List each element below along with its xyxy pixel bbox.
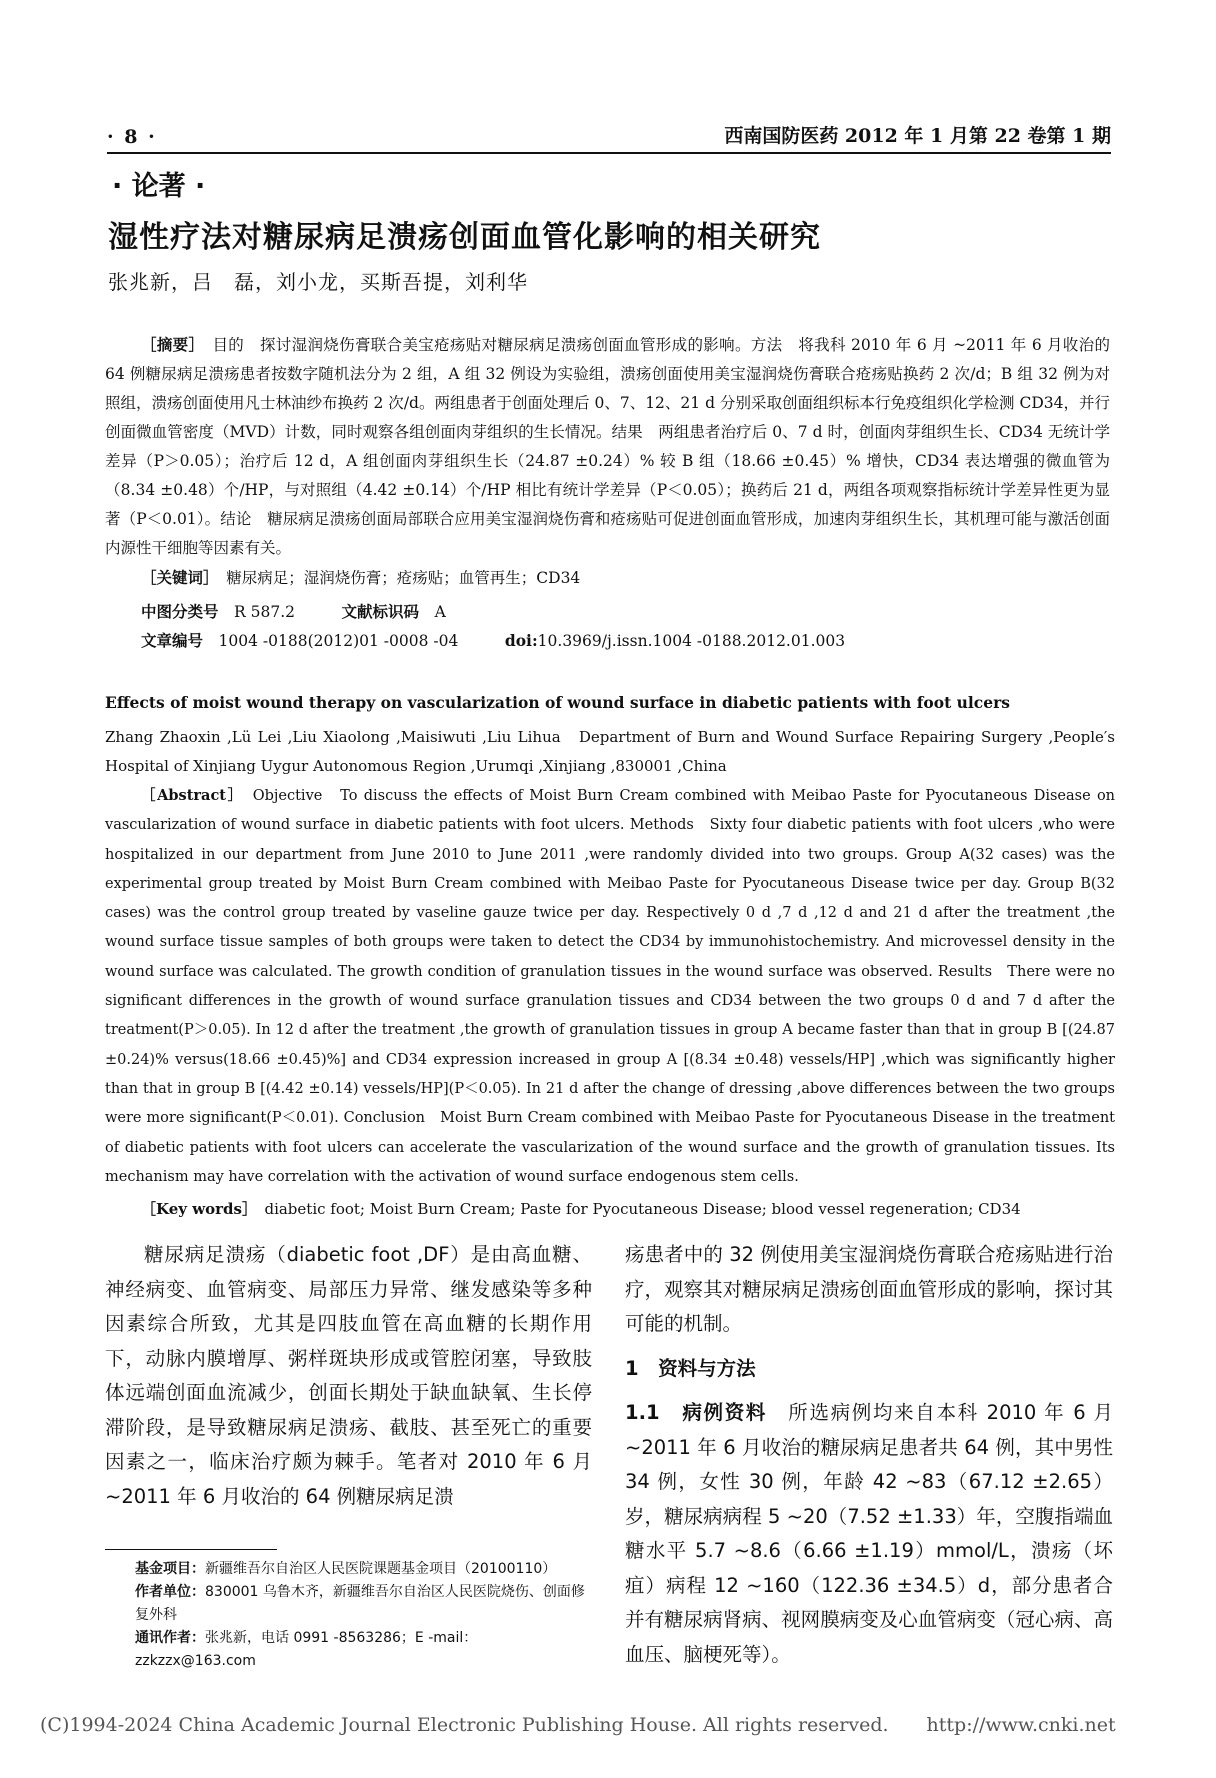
classification-line	[141, 600, 446, 622]
english-keywords	[141, 1198, 1111, 1219]
copyright-notice: (C)1994-2024 China Academic Journal Electronic Publishing House. All rights reserved. http://www.cnki.net	[40, 1714, 1116, 1736]
fund-text: 新疆维吾尔自治区人民医院课题基金项目（20100110）	[205, 1561, 557, 1577]
article-number-label: 文章编号	[141, 631, 204, 650]
section-heading: 1 资料与方法	[625, 1356, 756, 1380]
keywords-text: 糖尿病足；湿润烧伤膏；疮疡贴；血管再生；CD34	[226, 569, 581, 587]
footnotes	[105, 1558, 592, 1673]
intro-paragraph: 糖尿病足溃疡（diabetic foot ,DF）是由高血糖、神经病变、血管病变、局部压力异常、继发感染等多种因素综合所致，尤其是四肢血管在高血糖的长期作用下，动脉内膜增厚、粥样斑块形成或管腔闭塞，导致肢体远端创面血流减少，创面长期处于缺血缺氧、生长停滞阶段，是导致糖尿病足溃疡、截肢、甚至死亡的重要因素之一，临床治疗颇为棘手。笔者对 2010 年 6 月 ~2011 年 6 月收治的 64 例糖尿病足溃	[105, 1243, 592, 1508]
doi-label: doi:	[504, 631, 538, 650]
body-left-column	[105, 1238, 592, 1514]
intro-continued: 疡患者中的 32 例使用美宝湿润烧伤膏联合疮疡贴进行治疗，观察其对糖尿病足溃疡创面血管形成的影响，探讨其可能的机制。	[625, 1243, 1113, 1335]
corresponding-text: 张兆新，电话 0991 -8563286；E -mail：zzkzzx@163.com	[135, 1630, 478, 1669]
abstract-text: 目的 探讨湿润烧伤膏联合美宝疮疡贴对糖尿病足溃疡创面血管形成的影响。方法 将我科 2010 年 6 月 ~2011 年 6 月收治的 64 例糖尿病足溃疡患者按数字随机法分为 2 组，A 组 32 例设为实验组，溃疡创面使用美宝湿润烧伤膏联合疮疡贴换药 2 次/d；B 组 32 例为对照组，溃疡创面使用凡士林油纱布换药 2 次/d。两组患者于创面处理后 0、7、12、21 d 分别采取创面组织标本行免疫组织化学检测 CD34，并行创面微血管密度（MVD）计数，同时观察各组创面肉芽组织的生长情况。结果 两组患者治疗后 0、7 d 时，创面肉芽组织生长、CD34 无统计学差异（P＞0.05）；治疗后 12 d，A 组创面肉芽组织生长（24.87 ±0.24）% 较 B 组（18.66 ±0.45）% 增快，CD34 表达增强的微血管为（8.34 ±0.48）个/HP，与对照组（4.42 ±0.14）个/HP 相比有统计学差异（P＜0.05）；换药后 21 d，两组各项观察指标统计学差异性更为显著（P＜0.01）。结论 糖尿病足溃疡创面局部联合应用美宝湿润烧伤膏和疮疡贴可促进创面血管形成，加速肉芽组织生长，其机理可能与激活创面内源性干细胞等因素有关。	[105, 336, 1110, 557]
english-abstract-text: Objective To discuss the effects of Moist Burn Cream combined with Meibao Paste for Pyocutaneous Disease on vascularization of wound surface in diabetic patients with foot ulcers. Methods Sixty four diabetic patients with foot ulcers ,who were hospitalized in our department from June 2010 to June 2011 ,were randomly divided into two groups. Group A(32 cases) was the experimental group treated by Moist Burn Cream combined with Meibao Paste for Pyocutaneous Disease twice per day. Group B(32 cases) was the control group treated by vaseline gauze twice per day. Respectively 0 d ,7 d ,12 d and 21 d after the treatment ,the wound surface tissue samples of both groups were taken to detect the CD34 by immunohistochemistry. And microvessel density in the wound surface was calculated. The growth condition of granulation tissues in the wound surface was observed. Results There were no significant differences in the growth of wound surface granulation tissues and CD34 between the two groups 0 d and 7 d after the treatment(P＞0.05). In 12 d after the treatment ,the growth of granulation tissues in group A became faster than that in group B [(24.87 ±0.24)% versus(18.66 ±0.45)%] and CD34 expression increased in group A [(8.34 ±0.48) vessels/HP] ,which was significantly higher than that in group B [(4.42 ±0.14) vessels/HP](P＜0.05). In 21 d after the change of dressing ,above differences between the two groups were more significant(P＜0.01). Conclusion Moist Burn Cream combined with Meibao Paste for Pyocutaneous Disease in the treatment of diabetic patients with foot ulcers can accelerate the vascularization of the wound surface and the growth of granulation tissues. Its mechanism may have correlation with the activation of wound surface endogenous stem cells.	[105, 788, 1116, 1185]
column-tag: · 论著 ·	[112, 171, 206, 202]
english-authors: Zhang Zhaoxin ,Lü Lei ,Liu Xiaolong ,Maisiwuti ,Liu Lihua Department of Burn and Wound Surface Repairing Surgery ,People′s Hospital of Xinjiang Uygur Autonomous Region ,Urumqi ,Xinjiang ,830001 ,China	[105, 728, 1115, 775]
doc-code-label: 文献标识码	[341, 602, 420, 621]
abstract-cn	[105, 330, 1110, 593]
fund-label: 基金项目：	[135, 1561, 205, 1577]
doi-value: 10.3969/j.issn.1004 -0188.2012.01.003	[537, 632, 846, 650]
running-header	[107, 114, 1111, 154]
footnote-divider	[105, 1549, 277, 1550]
unit-text: 830001 乌鲁木齐，新疆维吾尔自治区人民医院烧伤、创面修复外科	[135, 1584, 585, 1623]
journal-info: 西南国防医药 2012 年 1 月第 22 卷第 1 期	[724, 125, 1111, 147]
english-abstract-label: ［Abstract］	[141, 787, 237, 804]
english-title: Effects of moist wound therapy on vascularization of wound surface in diabetic patients with foot ulcers	[105, 693, 1010, 712]
article-title: 湿性疗法对糖尿病足溃疡创面血管化影响的相关研究	[108, 220, 821, 255]
corresponding-label: 通讯作者：	[135, 1630, 205, 1646]
article-number-line	[141, 629, 845, 651]
subsection-heading: 1.1 病例资料	[625, 1401, 768, 1424]
page-number: · 8 ·	[107, 126, 157, 148]
authors: 张兆新，吕 磊，刘小龙，买斯吾提，刘利华	[108, 270, 528, 294]
classification-label: 中图分类号	[141, 602, 219, 621]
english-abstract	[105, 781, 1115, 1192]
doc-code-value: A	[434, 603, 446, 621]
body-right-column	[625, 1238, 1113, 1672]
subsection-text: 所选病例均来自本科 2010 年 6 月 ~2011 年 6 月收治的糖尿病足患者共 64 例，其中男性 34 例，女性 30 例，年龄 42 ~83（67.12 ±2.65）岁，糖尿病病程 5 ~20（7.52 ±1.33）年，空腹指端血糖水平 5.7 ~8.6（6.66 ±1.19）mmol/L，溃疡（坏疽）病程 12 ~160（122.36 ±34.5）d，部分患者合并有糖尿病肾病、视网膜病变及心血管病变（冠心病、高血压、脑梗死等）。	[625, 1401, 1113, 1666]
unit-label: 作者单位：	[135, 1584, 205, 1600]
subsection-paragraph	[625, 1396, 1113, 1672]
keywords-label: ［关键词］	[141, 568, 211, 587]
classification-value: R 587.2	[234, 603, 296, 621]
english-keywords-text: diabetic foot; Moist Burn Cream; Paste for Pyocutaneous Disease; blood vessel regeneration; CD34	[264, 1200, 1021, 1218]
english-keywords-label: ［Key words］	[141, 1200, 250, 1218]
article-number-value: 1004 -0188(2012)01 -0008 -04	[218, 632, 459, 650]
abstract-label: ［摘要］	[141, 335, 197, 354]
